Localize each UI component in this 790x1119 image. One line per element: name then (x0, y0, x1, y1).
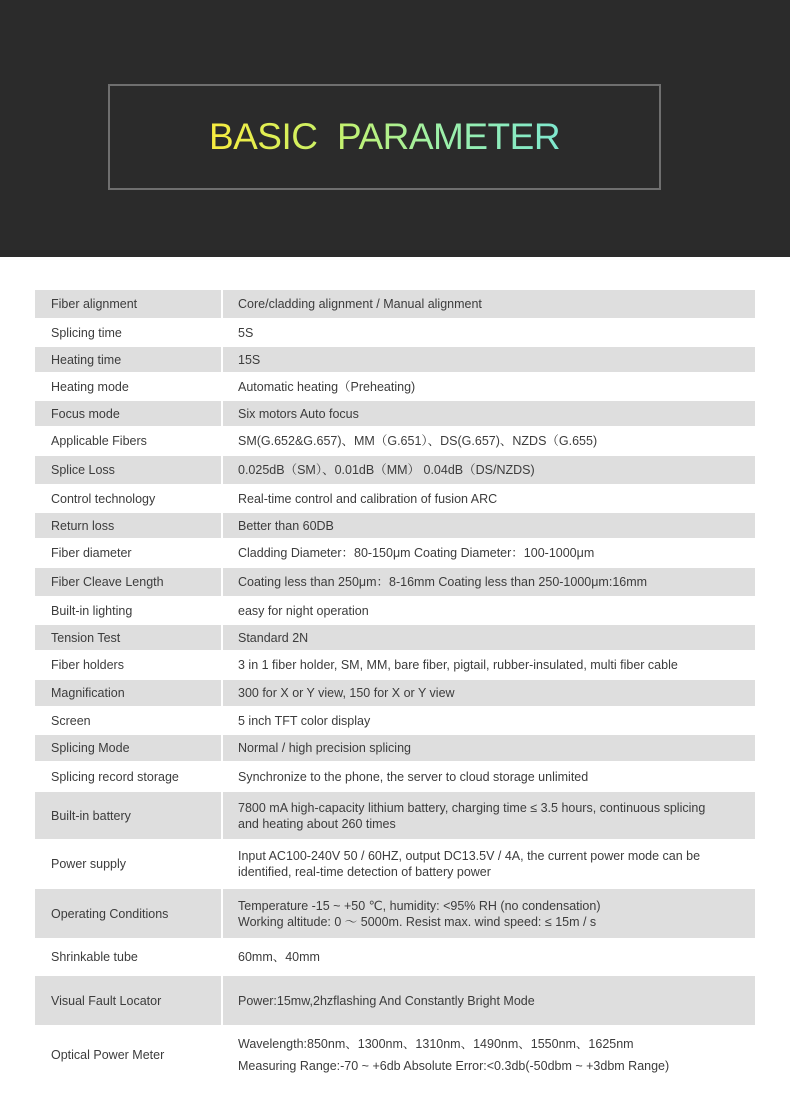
header-banner (0, 0, 790, 257)
parameter-label: Shrinkable tube (35, 940, 221, 974)
parameter-value-line: 60mm、40mm (238, 950, 320, 964)
table-row (35, 456, 755, 484)
parameter-value-line: Automatic heating（Preheating) (238, 379, 416, 394)
table-row (35, 763, 755, 790)
parameter-label: Fiber diameter (35, 540, 221, 566)
parameter-label: Splicing Mode (35, 735, 221, 761)
table-row (35, 940, 755, 974)
parameter-label: Built-in battery (35, 792, 221, 839)
parameter-value (223, 841, 755, 887)
table-row (35, 976, 755, 1025)
parameter-label: Optical Power Meter (35, 1027, 221, 1083)
parameter-value (223, 735, 755, 761)
parameter-value (223, 889, 755, 938)
parameter-value-line: Cladding Diameter：80-150μm Coating Diameter：100-1000μm (238, 546, 595, 560)
parameter-value-line: Six motors Auto focus (238, 406, 359, 421)
parameter-label: Power supply (35, 841, 221, 887)
table-row (35, 568, 755, 596)
parameter-value-line: SM(G.652&G.657)、MM（G.651）、DS(G.657)、NZDS（G.655) (238, 434, 598, 448)
table-row (35, 347, 755, 372)
table-row (35, 540, 755, 566)
parameter-value-line: Measuring Range:-70 ~ +6db Absolute Error:<0.3db(-50dbm ~ +3dbm Range) (238, 1059, 670, 1073)
parameter-label: Splice Loss (35, 456, 221, 484)
parameter-value-line: and heating about 260 times (238, 816, 396, 831)
parameter-value-line: 15S (238, 352, 261, 367)
page-title: BASIC PARAMETER (208, 116, 561, 157)
table-row (35, 428, 755, 454)
parameter-value (223, 513, 755, 538)
parameter-value (223, 708, 755, 733)
parameter-label: Return loss (35, 513, 221, 538)
parameter-label: Heating time (35, 347, 221, 372)
parameter-value-line: easy for night operation (238, 603, 369, 618)
parameter-value-line: identified, real-time detection of battery power (238, 865, 491, 879)
parameter-value-line: Real-time control and calibration of fusion ARC (238, 491, 498, 506)
parameter-value-line: 0.025dB（SM）、0.01dB（MM） 0.04dB（DS/NZDS) (238, 463, 535, 477)
parameter-value-line: 300 for X or Y view, 150 for X or Y view (238, 686, 455, 700)
parameter-label: Fiber Cleave Length (35, 568, 221, 596)
parameter-value-line: Synchronize to the phone, the server to cloud storage unlimited (238, 769, 589, 784)
parameter-value (223, 652, 755, 678)
parameter-label: Built-in lighting (35, 598, 221, 623)
parameter-label: Splicing time (35, 320, 221, 345)
parameter-label: Focus mode (35, 401, 221, 426)
table-row (35, 598, 755, 623)
table-row (35, 792, 755, 839)
parameter-value (223, 940, 755, 974)
parameter-value-line: Standard 2N (238, 630, 309, 645)
parameter-value-line: Input AC100-240V 50 / 60HZ, output DC13.5V / 4A, the current power mode can be (238, 849, 701, 863)
parameter-label: Screen (35, 708, 221, 733)
parameter-label: Visual Fault Locator (35, 976, 221, 1025)
table-row (35, 374, 755, 399)
parameter-value-line: Working altitude: 0 ～ 5000m. Resist max. wind speed: ≤ 15m / s (238, 914, 597, 929)
parameter-table (35, 290, 755, 1085)
table-row (35, 625, 755, 650)
table-row (35, 708, 755, 733)
parameter-label: Applicable Fibers (35, 428, 221, 454)
table-row (35, 735, 755, 761)
parameter-label: Control technology (35, 486, 221, 511)
parameter-value (223, 456, 755, 484)
table-row (35, 320, 755, 345)
parameter-value (223, 540, 755, 566)
parameter-value (223, 625, 755, 650)
parameter-label: Fiber alignment (35, 290, 221, 318)
parameter-value-line: 3 in 1 fiber holder, SM, MM, bare fiber, pigtail, rubber-insulated, multi fiber cable (238, 658, 678, 672)
parameter-value-line: 5S (238, 325, 254, 340)
parameter-value (223, 374, 755, 399)
parameter-value-line: Wavelength:850nm、1300nm、1310nm、1490nm、1550nm、1625nm (238, 1037, 634, 1051)
parameter-value-line: Power:15mw,2hzflashing And Constantly Bright Mode (238, 993, 535, 1008)
parameter-value (223, 680, 755, 706)
parameter-value (223, 763, 755, 790)
table-row (35, 652, 755, 678)
parameter-value (223, 976, 755, 1025)
table-row (35, 513, 755, 538)
parameter-value (223, 486, 755, 511)
parameter-label: Heating mode (35, 374, 221, 399)
parameter-value (223, 792, 755, 839)
parameter-value (223, 290, 755, 318)
table-row (35, 889, 755, 938)
parameter-label: Splicing record storage (35, 763, 221, 790)
parameter-label: Fiber holders (35, 652, 221, 678)
table-row (35, 486, 755, 511)
table-row (35, 680, 755, 706)
table-row (35, 401, 755, 426)
parameter-value-line: Better than 60DB (238, 518, 334, 533)
parameter-label: Tension Test (35, 625, 221, 650)
parameter-value (223, 428, 755, 454)
table-row (35, 290, 755, 318)
table-row (35, 841, 755, 887)
title-frame (108, 84, 661, 190)
parameter-value (223, 598, 755, 623)
parameter-label: Magnification (35, 680, 221, 706)
parameter-value-line: Core/cladding alignment / Manual alignment (238, 297, 482, 311)
parameter-value (223, 1027, 755, 1083)
parameter-value (223, 347, 755, 372)
parameter-value (223, 401, 755, 426)
parameter-value-line: 7800 mA high-capacity lithium battery, charging time ≤ 3.5 hours, continuous splicing (238, 800, 706, 815)
parameter-value-line: Coating less than 250μm：8-16mm Coating less than 250-1000μm:16mm (238, 575, 648, 589)
parameter-value-line: Temperature -15 ~ +50 ℃, humidity: <95% RH (no condensation) (238, 898, 601, 913)
parameter-value-line: Normal / high precision splicing (238, 741, 411, 755)
parameter-label: Operating Conditions (35, 889, 221, 938)
parameter-value (223, 320, 755, 345)
parameter-value (223, 568, 755, 596)
parameter-value-line: 5 inch TFT color display (238, 713, 371, 728)
table-row (35, 1027, 755, 1083)
